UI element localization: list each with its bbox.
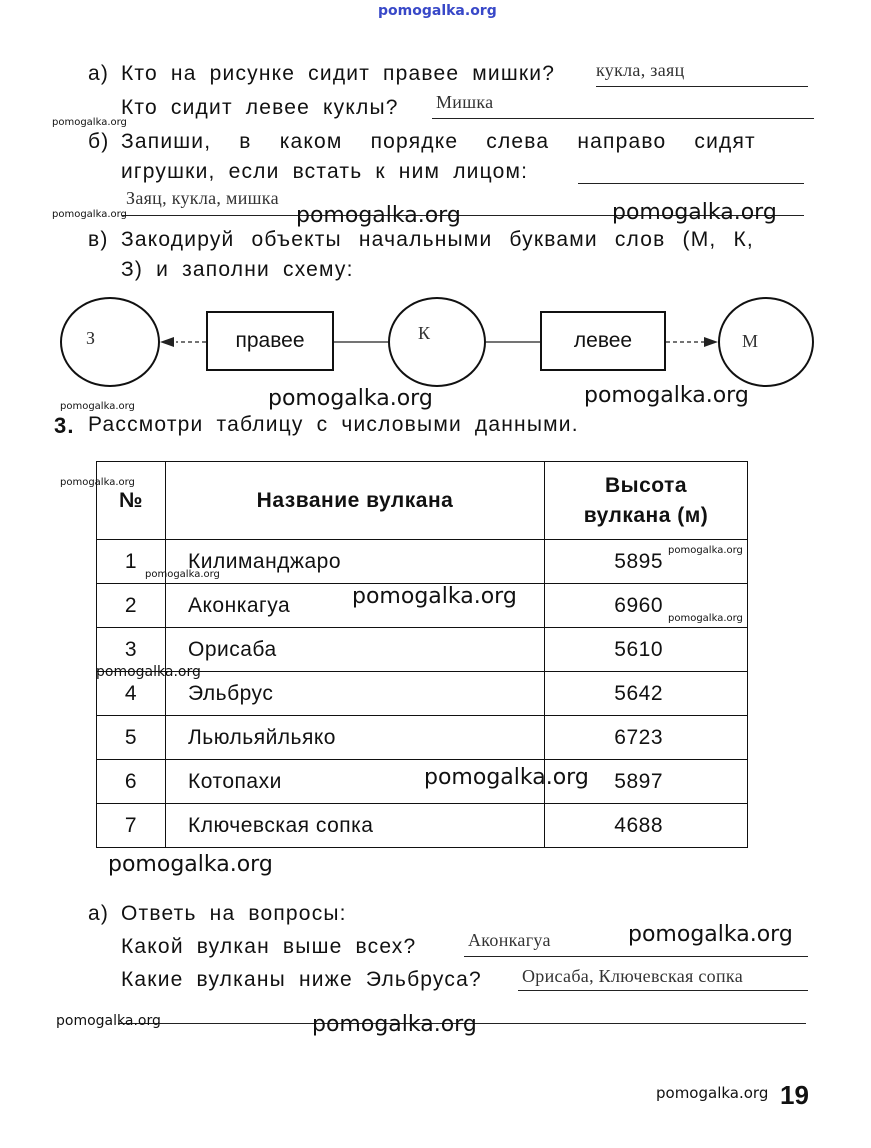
watermark-top: pomogalka.org (378, 3, 497, 19)
watermark: pomogalka.org (352, 584, 517, 609)
watermark: pomogalka.org (52, 209, 127, 220)
question-a-text2: Кто сидит левее куклы? (121, 96, 399, 119)
question-v-line2: З) и заполни схему: (121, 258, 354, 281)
cell-number: 2 (97, 584, 166, 628)
watermark: pomogalka.org (268, 386, 433, 411)
question-a-text: Кто на рисунке сидит правее мишки? (121, 62, 556, 85)
cell-number: 5 (97, 716, 166, 760)
answer-a2-q2: Орисаба, Ключевская сопка (522, 966, 743, 986)
table-row (97, 760, 748, 804)
cell-height: 4688 (545, 804, 748, 848)
scheme-circle-m (718, 297, 814, 387)
question-a2-marker: а) (88, 902, 110, 925)
watermark: pomogalka.org (584, 383, 749, 408)
scheme-circle-k (388, 297, 486, 387)
question-v-line1: Закодируй объекты начальными буквами слов (М, К, (121, 228, 754, 251)
answer-b: Заяц, кукла, мишка (126, 188, 279, 208)
cell-name: Эльбрус (166, 672, 545, 716)
answer-a2: Мишка (436, 92, 494, 112)
watermark: pomogalka.org (296, 203, 461, 228)
scheme-box-right: правее (206, 311, 334, 371)
table-header-height-line1: Высота (604, 473, 688, 497)
watermark: pomogalka.org (96, 664, 201, 680)
cell-height: 6723 (545, 716, 748, 760)
cell-name: Льюльяйльяко (166, 716, 545, 760)
question-a-marker: а) (88, 62, 110, 85)
watermark: pomogalka.org (612, 200, 777, 225)
scheme-box-left: левее (540, 311, 666, 371)
table-row (97, 716, 748, 760)
watermark: pomogalka.org (668, 613, 743, 624)
cell-height: 5897 (545, 760, 748, 804)
cell-name: Аконкагуа (166, 584, 545, 628)
table-header-number: № (97, 462, 166, 540)
table-header-row (97, 462, 748, 540)
question-b-line2: игрушки, если встать к ним лицом: (121, 160, 529, 183)
cell-number: 3 (97, 628, 166, 672)
cell-name: Орисаба (166, 628, 545, 672)
task3-number: 3. (54, 413, 75, 438)
watermark: pomogalka.org (628, 922, 793, 947)
watermark: pomogalka.org (60, 401, 135, 412)
question-a2-q2: Какие вулканы ниже Эльбруса? (121, 968, 482, 991)
cell-number: 1 (97, 540, 166, 584)
question-b-line1: Запиши, в каком порядке слева направо сидят (121, 130, 756, 153)
page-number: 19 (780, 1080, 809, 1110)
answer-line-a2-q2 (518, 990, 808, 991)
table-header-height-line2: вулкана (м) (583, 503, 709, 527)
cell-name: Килиманджаро (166, 540, 545, 584)
question-a2-q1: Какой вулкан выше всех? (121, 935, 417, 958)
question-v-marker: в) (88, 228, 109, 251)
table-header-height (545, 462, 748, 540)
task3-text: Рассмотри таблицу с числовыми данными. (88, 413, 579, 436)
table-header-name: Название вулкана (166, 462, 545, 540)
watermark: pomogalka.org (145, 569, 220, 580)
question-a2-text: Ответь на вопросы: (121, 902, 347, 925)
cell-number: 7 (97, 804, 166, 848)
watermark: pomogalka.org (60, 477, 135, 488)
scheme-circle-k-label: К (418, 323, 431, 343)
watermark: pomogalka.org (56, 1013, 161, 1029)
cell-name: Котопахи (166, 760, 545, 804)
watermark: pomogalka.org (312, 1012, 477, 1037)
cell-height: 6960 (545, 584, 748, 628)
cell-name: Ключевская сопка (166, 804, 545, 848)
answer-a2-q1: Аконкагуа (468, 930, 551, 950)
question-b-marker: б) (88, 130, 110, 153)
table-row (97, 804, 748, 848)
watermark: pomogalka.org (668, 545, 743, 556)
watermark: pomogalka.org (52, 117, 127, 128)
watermark: pomogalka.org (108, 852, 273, 877)
scheme-circle-m-label: М (742, 331, 759, 351)
cell-height: 5610 (545, 628, 748, 672)
cell-height: 5895 (545, 540, 748, 584)
cell-height: 5642 (545, 672, 748, 716)
watermark: pomogalka.org (656, 1084, 769, 1102)
answer-line-a2-q1 (464, 956, 808, 957)
volcano-table (96, 461, 748, 848)
cell-number: 4 (97, 672, 166, 716)
answer-a1: кукла, заяц (596, 60, 685, 80)
scheme-circle-z (60, 297, 160, 387)
watermark: pomogalka.org (424, 765, 589, 790)
cell-number: 6 (97, 760, 166, 804)
scheme-circle-z-label: З (86, 328, 96, 348)
